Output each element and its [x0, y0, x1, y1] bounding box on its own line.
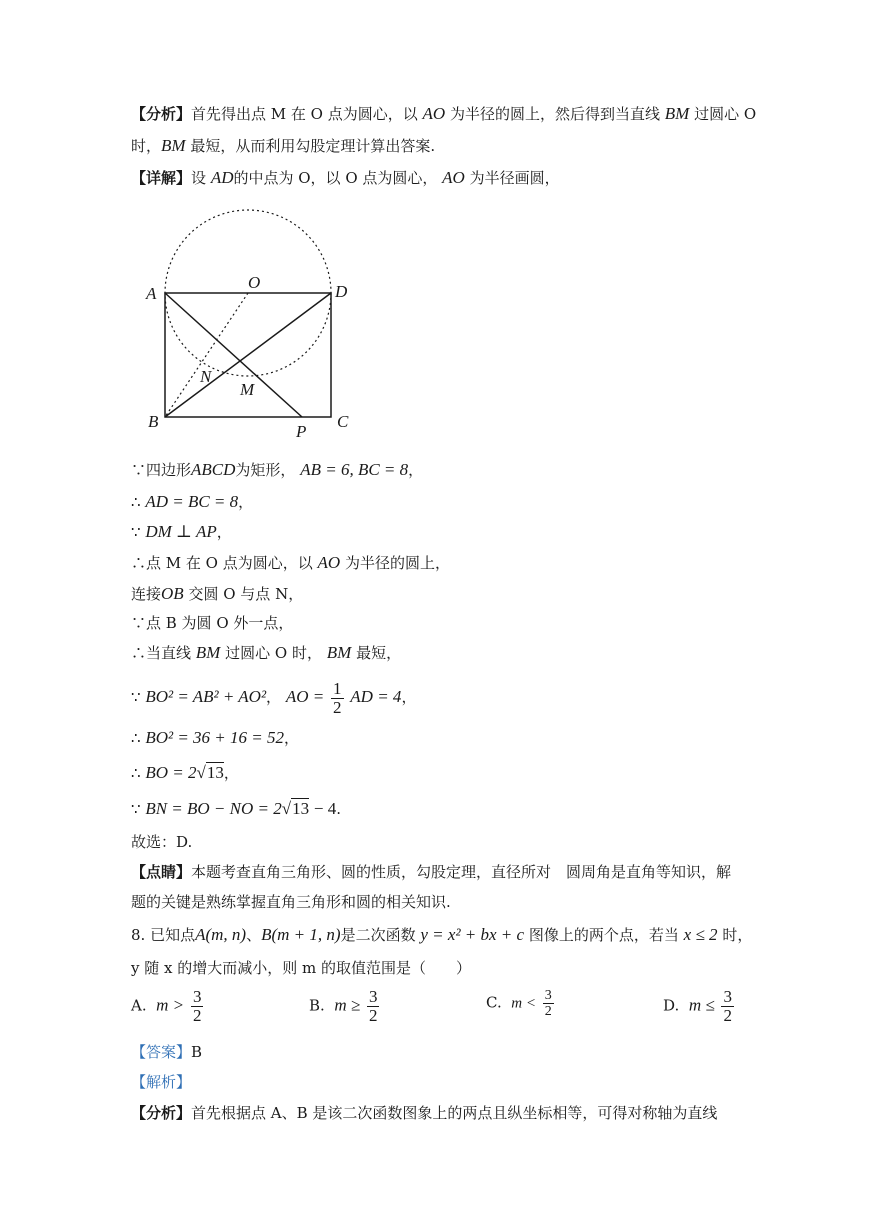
label-D: D — [335, 282, 348, 301]
step-4: ∴点 M 在 O 点为圆心，以 AO 为半径的圆上， — [131, 553, 450, 572]
sqrt-sign: √ — [281, 799, 292, 818]
label-A: A — [146, 284, 157, 303]
analysis-line-2: 时，BM 最短，从而利用勾股定理计算出答案. — [131, 136, 436, 155]
geometry-figure — [140, 195, 375, 445]
option-c[interactable]: C. m < $\frac{3}{2}$ — [486, 988, 552, 1019]
q8-line-1: 8. 已知点A(m, n)、B(m + 1, n)是二次函数 y = x² + bx + c 图像上的两个点，若当 x ≤ 2 时， — [131, 925, 753, 944]
label-N: N — [200, 367, 212, 386]
comment-line-1: 【点睛】本题考查直角三角形、圆的性质，勾股定理，直径所对 圆周角是直角等知识，解 — [131, 863, 732, 881]
label-P: P — [296, 422, 307, 441]
detail-line: 【详解】设 AD的中点为 O，以 O 点为圆心， AO 为半径画圆， — [131, 168, 560, 187]
step-3: ∵ DM ⊥ AP， — [131, 522, 232, 541]
segment-ob-dotted — [165, 293, 248, 417]
analysis-heading: 【解析】 — [131, 1073, 192, 1091]
label-M: M — [240, 380, 255, 399]
label-O: O — [248, 273, 261, 292]
step-2: ∴ AD = BC = 8， — [131, 492, 254, 511]
step-9: ∴ BO² = 36 + 16 = 52， — [131, 728, 300, 747]
label-B: B — [148, 412, 159, 431]
analysis-line-1: 【分析】首先得出点 M 在 O 点为圆心，以 AO 为半径的圆上，然后得到当直线 BM 过圆心 O — [131, 104, 757, 123]
option-b[interactable]: B. m ≥ $\frac{3}{2}$ — [309, 987, 378, 1025]
label-C: C — [337, 412, 349, 431]
answer-tag: 【答案】 — [131, 1043, 192, 1061]
fraction-one-half: $\frac{1}{2}$ — [333, 678, 342, 717]
step-7: ∴当直线 BM 过圆心 O 时， BM 最短， — [131, 643, 402, 662]
answer-line — [131, 1042, 202, 1062]
step-5: 连接OB 交圆 O 与点 N， — [131, 584, 304, 603]
q8-line-2: y 随 x 的增大而减小，则 m 的取值范围是（ ） — [131, 959, 471, 977]
comment-tag: 【点睛】 — [131, 863, 192, 881]
analysis2-line: 【分析】首先根据点 A、B 是该二次函数图象上的两点且纵坐标相等，可得对称轴为直线 — [131, 1104, 718, 1122]
step-10: ∴ BO = 2√13， — [131, 763, 239, 782]
step-11: ∵ BN = BO − NO = 2√13 − 4. — [131, 799, 341, 818]
step-1: ∵四边形ABCD为矩形， AB = 6, BC = 8， — [131, 460, 424, 479]
choice-line: 故选：D. — [131, 833, 193, 851]
option-d[interactable]: D. m ≤ $\frac{3}{2}$ — [663, 987, 732, 1025]
option-a[interactable]: A. m > $\frac{3}{2}$ — [131, 987, 202, 1025]
step-8: ∵ BO² = AB² + AO²， AO = $\frac{1}{2}$ AD = 4， — [131, 678, 417, 717]
step-6: ∵点 B 为圆 O 外一点， — [131, 614, 294, 632]
detail-tag: 【详解】 — [131, 169, 192, 187]
comment-line-2: 题的关键是熟练掌握直角三角形和圆的相关知识. — [131, 893, 451, 911]
segment-ap — [165, 293, 302, 417]
sqrt-sign: √ — [196, 763, 206, 782]
analysis-tag: 【分析】 — [131, 105, 192, 123]
answer-value: B — [191, 1043, 203, 1061]
